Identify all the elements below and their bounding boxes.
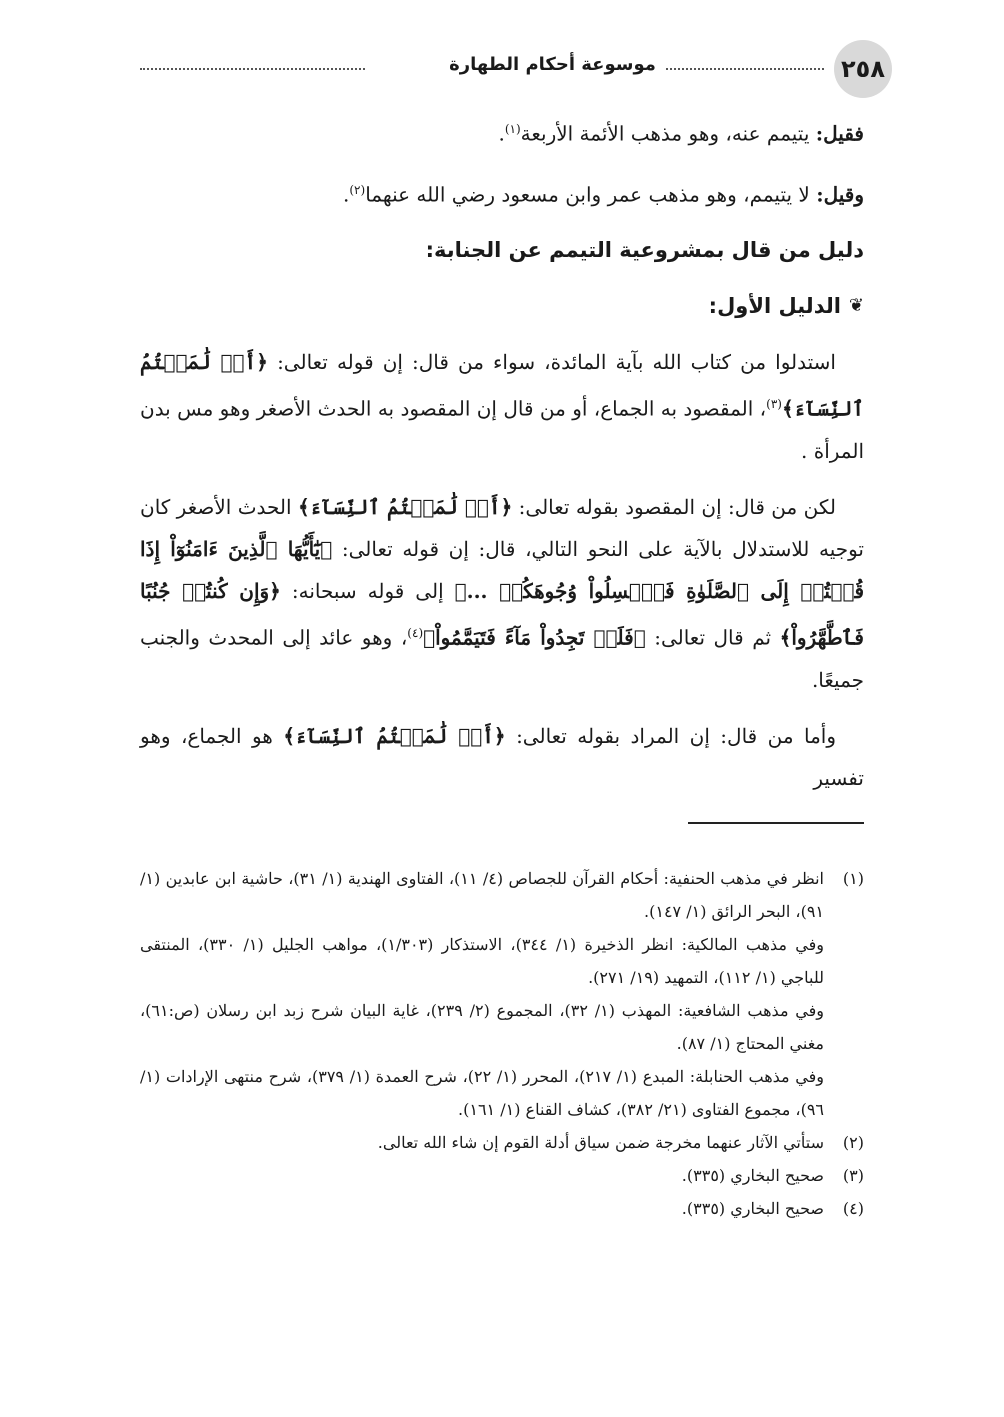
footnote-text: وفي مذهب المالكية: انظر الذخيرة (١/ ٣٤٤)، الاستذكار (١/٣٠٣)، مواهب الجليل (١/ ٣٣٠)، المنتقى للباجي (١/ ١١٢)، التمهيد (١٩/ ٢٧١). [140, 935, 824, 987]
paragraph-continuation: وأما من قال: إن المراد بقوله تعالى: ﴿أَوۡ لَٰمَسۡتُمُ ٱلنِّسَآءَ﴾ هو الجماع، وهو تفسير [140, 723, 864, 790]
footnote-3 [140, 1159, 864, 1192]
quran-verse: ﴿أَوۡ لَٰمَسۡتُمُ ٱلنِّسَآءَ﴾ [140, 350, 864, 421]
footnote-text: وفي مذهب الشافعية: المهذب (١/ ٣٢)، المجموع (٢/ ٢٣٩)، غاية البيان شرح زبد ابن رسلان (ص:٦١)، مغني المحتاج (١/ ٨٧). [140, 1001, 825, 1053]
page-header [140, 40, 892, 100]
footnote-separator [688, 822, 864, 824]
footnote-ref: (١) [504, 122, 521, 136]
footnote-ref: (٣) [766, 397, 782, 412]
page-number: ٢٥٨ [834, 40, 892, 98]
header-dotted-rule-left [140, 68, 365, 70]
quran-verse: ﴿أَوۡ لَٰمَسۡتُمُ ٱلنِّسَآءَ﴾ [283, 723, 506, 748]
footnote-number: (٤) [842, 1199, 864, 1218]
paragraph-argument: لكن من قال: إن المقصود بقوله تعالى: ﴿أَوۡ لَٰمَسۡتُمُ ٱلنِّسَآءَ﴾ الحدث الأصغر كان توجيه للاستدلال بالآية على النحو التالي، قال: إن قوله تعالى: ﴿يَٰٓأَيُّهَا ٱلَّذِينَ ءَامَنُوٓاْ إِذَا قُمۡتُمۡ إِلَى ٱلصَّلَوٰةِ فَٱغۡسِلُواْ وُجُوهَكُمۡ ...﴾ إلى قوله سبحانه: ﴿وَإِن كُنتُمۡ جُنُبًا فَٱطَّهَّرُواْ﴾ ثم قال تعالى: ﴿فَلَمۡ تَجِدُواْ مَآءً فَتَيَمَّمُواْ﴾$^{(٤)}$، وهو عائد إلى المحدث والجنب جميعًا. [140, 494, 865, 692]
section-heading: دليل من قال بمشروعية التيمم عن الجنابة: [425, 238, 864, 263]
quran-verse: ﴿فَلَمۡ تَجِدُواْ مَآءً فَتَيَمَّمُواْ﴾ [423, 625, 646, 650]
footnote-text: انظر في مذهب الحنفية: أحكام القرآن للجصاص (٤/ ١١)، الفتاوى الهندية (١/ ٣١)، حاشية ابن عابدين (١/ ٩١)، البحر الرائق (١/ ١٤٧). [140, 869, 824, 921]
footnote-text: صحيح البخاري (٣٣٥). [681, 1166, 824, 1185]
footnote-4 [140, 1192, 864, 1225]
footnote-number: (٢) [842, 1133, 864, 1152]
lead-word: فقيل: [815, 121, 864, 146]
footnote-1 [140, 862, 864, 928]
footnote-text: ستأتي الآثار عنهما مخرجة ضمن سياق أدلة القوم إن شاء الله تعالى. [377, 1133, 824, 1152]
ornament-bullet-icon: ❦ [848, 295, 864, 317]
footnote-number: (٣) [842, 1166, 864, 1185]
quran-verse: ﴿أَوۡ لَٰمَسۡتُمُ ٱلنِّسَآءَ﴾ [297, 494, 513, 519]
footnote-ref: (٢) [349, 182, 366, 197]
footnote-text: صحيح البخاري (٣٣٥). [681, 1199, 824, 1218]
quran-verse: ﴿وَإِن كُنتُمۡ جُنُبًا فَٱطَّهَّرُواْ﴾ [140, 578, 864, 650]
lead-word: وقيل: [816, 182, 864, 207]
footnote-number: (١) [842, 869, 864, 888]
quran-verse: ﴿يَٰٓأَيُّهَا ٱلَّذِينَ ءَامَنُوٓاْ إِذَا قُمۡتُمۡ إِلَى ٱلصَّلَوٰةِ فَٱغۡسِلُواْ وُجُوهَكُمۡ ...﴾ [140, 536, 865, 603]
main-text [140, 108, 864, 813]
footnote-ref: (٤) [407, 625, 424, 640]
paragraph-first-opinion: فقيل: يتيمم عنه، وهو مذهب الأئمة الأربعة$^{(١)}$. [498, 121, 864, 146]
paragraph-evidence: استدلوا من كتاب الله بآية المائدة، سواء من قال: إن قوله تعالى: ﴿أَوۡ لَٰمَسۡتُمُ ٱلنِّسَآءَ﴾$^{(٣)}$، المقصود به الجماع، أو من قال إن المقصود به الحدث الأصغر وهو مس بدن المرأة . [140, 350, 864, 463]
paragraph-second-opinion: وقيل: لا يتيمم، وهو مذهب عمر وابن مسعود رضي الله عنهما$^{(٢)}$. [343, 182, 864, 207]
footnote-text: وفي مذهب الحنابلة: المبدع (١/ ٢١٧)، المحرر (١/ ٢٢)، شرح العمدة (١/ ٣٧٩)، شرح منتهى الإرادات (١/ ٩٦)، مجموع الفتاوى (٢١/ ٣٨٢)، كشاف القناع (١/ ١٦١). [140, 1067, 824, 1119]
subsection-heading: ❦ الدليل الأول: [140, 285, 864, 327]
footnotes [140, 862, 864, 1225]
footnote-2 [140, 1126, 864, 1159]
header-dotted-rule-right [666, 68, 824, 70]
book-title: موسوعة أحكام الطهارة [449, 54, 656, 75]
